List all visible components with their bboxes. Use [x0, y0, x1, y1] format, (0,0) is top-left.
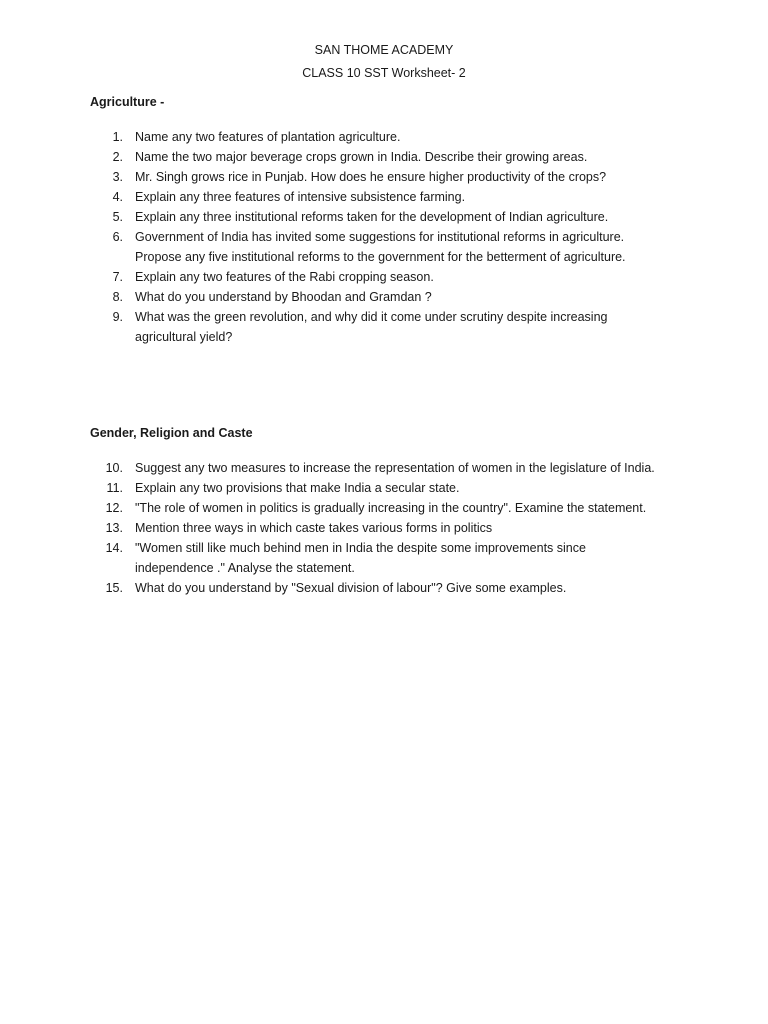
question-text: "Women still like much behind men in India the despite some improvements since independence ." Analyse the statement.: [135, 541, 586, 575]
question-item: [90, 287, 690, 307]
question-number: 2.: [112, 150, 123, 164]
question-number: 7.: [112, 270, 123, 284]
question-number: 10.: [105, 461, 123, 475]
school-name: SAN THOME ACADEMY: [314, 43, 454, 57]
question-text: What was the green revolution, and why did it come under scrutiny despite increasing agricultural yield?: [135, 310, 608, 344]
question-number: 8.: [112, 290, 123, 304]
question-item: [90, 227, 690, 267]
question-item: [90, 267, 690, 287]
question-item: [90, 458, 690, 478]
question-item: [90, 167, 690, 187]
question-number: 1.: [112, 130, 123, 144]
question-text: Explain any three institutional reforms taken for the development of Indian agriculture.: [135, 210, 609, 224]
question-text: "The role of women in politics is gradually increasing in the country". Examine the statement.: [135, 501, 647, 515]
question-text: Explain any three features of intensive subsistence farming.: [135, 190, 466, 204]
question-text: What do you understand by "Sexual division of labour"? Give some examples.: [135, 581, 567, 595]
question-number: 9.: [112, 310, 123, 324]
question-item: [90, 498, 690, 518]
question-number: 15.: [105, 581, 123, 595]
question-item: [90, 538, 690, 578]
question-item: [90, 127, 690, 147]
question-item: [90, 147, 690, 167]
question-text: Mention three ways in which caste takes various forms in politics: [135, 521, 493, 535]
question-number: 6.: [112, 230, 123, 244]
question-number: 4.: [112, 190, 123, 204]
section-title-agriculture: Agriculture -: [90, 95, 165, 109]
question-item: [90, 207, 690, 227]
question-item: [90, 518, 690, 538]
question-number: 5.: [112, 210, 123, 224]
question-text: Mr. Singh grows rice in Punjab. How does he ensure higher productivity of the crops?: [135, 170, 607, 184]
question-item: [90, 307, 690, 347]
question-number: 12.: [105, 501, 123, 515]
question-text: Explain any two features of the Rabi cropping season.: [135, 270, 434, 284]
question-list-agriculture: [90, 127, 690, 347]
question-number: 14.: [105, 541, 123, 555]
question-item: [90, 578, 690, 598]
question-number: 11.: [106, 481, 123, 495]
question-text: Name the two major beverage crops grown in India. Describe their growing areas.: [135, 150, 588, 164]
question-text: What do you understand by Bhoodan and Gramdan ?: [135, 290, 432, 304]
question-item: [90, 478, 690, 498]
question-text: Government of India has invited some suggestions for institutional reforms in agriculture. Propose any five institutional reforms to the government for the betterment of agriculture.: [135, 230, 626, 264]
question-text: Name any two features of plantation agriculture.: [135, 130, 401, 144]
worksheet-title: CLASS 10 SST Worksheet- 2: [302, 66, 466, 80]
question-number: 3.: [112, 170, 123, 184]
question-item: [90, 187, 690, 207]
question-text: Explain any two provisions that make India a secular state.: [135, 481, 460, 495]
question-text: Suggest any two measures to increase the representation of women in the legislature of India.: [135, 461, 655, 475]
section-title-gender-religion-caste: Gender, Religion and Caste: [90, 426, 253, 440]
question-number: 13.: [105, 521, 123, 535]
question-list-gender: [90, 458, 690, 598]
